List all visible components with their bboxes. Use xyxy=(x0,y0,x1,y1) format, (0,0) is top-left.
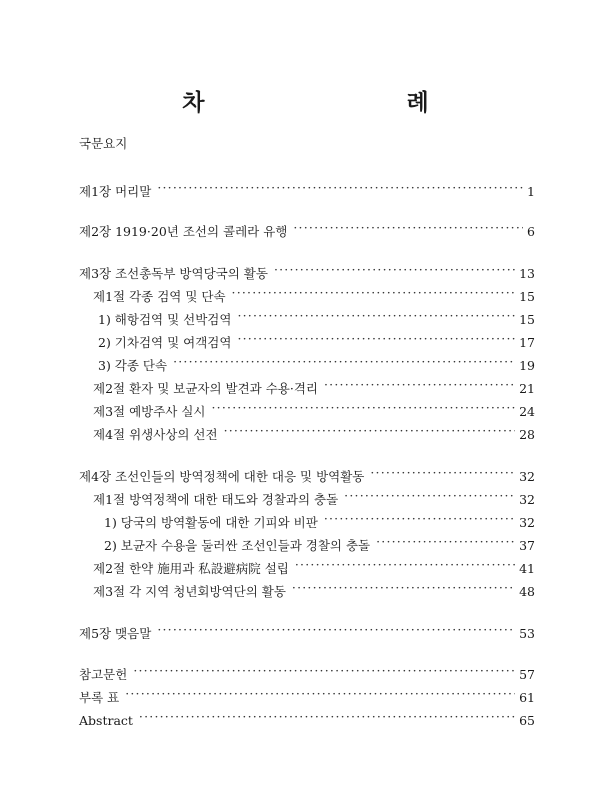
toc-page-number: 28 xyxy=(519,427,535,442)
toc-dot-leader xyxy=(274,262,515,278)
toc-dot-leader xyxy=(232,285,516,301)
toc-dot-leader xyxy=(224,423,516,439)
toc-dot-leader xyxy=(293,220,523,236)
toc-page-number: 53 xyxy=(519,626,535,641)
toc-entry-title: 제5장 맺음말 xyxy=(79,626,152,641)
toc-entry-ch2[interactable] xyxy=(79,220,535,240)
toc-page-number: 19 xyxy=(519,358,535,373)
toc-dot-leader xyxy=(324,511,515,527)
toc-page-number: 13 xyxy=(519,266,535,281)
toc-entry-title: 1) 해항검역 및 선박검역 xyxy=(98,312,232,327)
page-title: 차 례 xyxy=(182,89,431,116)
toc-page-number: 17 xyxy=(519,335,535,350)
toc-entry-title: 제3절 예방주사 실시 xyxy=(93,404,206,419)
toc-dot-leader xyxy=(370,465,515,481)
toc-page-number: 57 xyxy=(519,667,535,682)
toc-abstract-kr: 국문요지 xyxy=(79,136,128,151)
toc-entry-title: 2) 보균자 수용을 둘러싼 조선인들과 경찰의 충돌 xyxy=(104,538,371,553)
toc-entry-title: 제4장 조선인들의 방역정책에 대한 대응 및 방역활동 xyxy=(79,469,365,484)
toc-entry-ch3-sec1-2[interactable] xyxy=(98,331,535,351)
toc-entry-ch3-sec1-3[interactable] xyxy=(98,354,535,374)
toc-entry-ch3-sec1[interactable] xyxy=(93,285,535,305)
toc-entry-title: 제1절 방역정책에 대한 태도와 경찰과의 충돌 xyxy=(93,492,339,507)
toc-page-number: 37 xyxy=(519,538,535,553)
toc-page-number: 15 xyxy=(519,312,535,327)
toc-page-number: 15 xyxy=(519,289,535,304)
toc-entry-ch3-sec4[interactable] xyxy=(93,423,535,443)
toc-entry-title: 2) 기차검역 및 여객검역 xyxy=(98,335,232,350)
toc-entry-abstract[interactable] xyxy=(79,709,535,729)
toc-page-number: 32 xyxy=(519,515,535,530)
toc-dot-leader xyxy=(237,331,515,347)
toc-page-number: 24 xyxy=(519,404,535,419)
toc-entry-ch4-sec1[interactable] xyxy=(93,488,535,508)
toc-entry-title: 제2절 한약 施用과 私設避病院 설립 xyxy=(93,561,289,576)
toc-entry-title: 제4절 위생사상의 선전 xyxy=(93,427,218,442)
toc-dot-leader xyxy=(344,488,515,504)
toc-entry-references[interactable] xyxy=(79,663,535,683)
toc-page-number: 21 xyxy=(519,381,535,396)
toc-entry-ch4[interactable] xyxy=(79,465,535,485)
toc-dot-leader xyxy=(157,622,515,638)
toc-page-number: 48 xyxy=(519,584,535,599)
toc-entry-title: 제3절 각 지역 청년회방역단의 활동 xyxy=(93,584,286,599)
toc-page-number: 1 xyxy=(527,184,535,199)
toc-dot-leader xyxy=(292,580,515,596)
toc-entry-title: 제3장 조선총독부 방역당국의 활동 xyxy=(79,266,268,281)
toc-entry-ch3-sec3[interactable] xyxy=(93,400,535,420)
toc-dot-leader xyxy=(157,180,523,196)
toc-entry-appendix[interactable] xyxy=(79,686,535,706)
toc-dot-leader xyxy=(212,400,516,416)
toc-entry-title: 3) 각종 단속 xyxy=(98,358,168,373)
toc-page-number: 65 xyxy=(519,713,535,728)
toc-page-number: 6 xyxy=(527,224,535,239)
toc-entry-ch4-sec1-2[interactable] xyxy=(104,534,535,554)
toc-page-number: 32 xyxy=(519,492,535,507)
toc-dot-leader xyxy=(173,354,515,370)
toc-entry-title: Abstract xyxy=(79,713,133,728)
toc-entry-ch5[interactable] xyxy=(79,622,535,642)
toc-entry-title: 제2절 환자 및 보균자의 발견과 수용·격리 xyxy=(93,381,318,396)
toc-entry-ch4-sec1-1[interactable] xyxy=(104,511,535,531)
toc-entry-title: 제2장 1919·20년 조선의 콜레라 유행 xyxy=(79,224,288,239)
toc-dot-leader xyxy=(324,377,515,393)
toc-entry-title: 부록 표 xyxy=(79,690,120,705)
toc-entry-ch4-sec3[interactable] xyxy=(93,580,535,600)
toc-entry-title: 1) 당국의 방역활동에 대한 기피와 비판 xyxy=(104,515,318,530)
toc-entry-ch3-sec2[interactable] xyxy=(93,377,535,397)
toc-entry-title: 참고문헌 xyxy=(79,667,128,682)
toc-entry-title: 제1장 머리말 xyxy=(79,184,152,199)
toc-entry-title: 제1절 각종 검역 및 단속 xyxy=(93,289,226,304)
toc-dot-leader xyxy=(139,709,515,725)
toc-entry-ch1[interactable] xyxy=(79,180,535,200)
toc-dot-leader xyxy=(125,686,515,702)
toc-entry-ch4-sec2[interactable] xyxy=(93,557,535,577)
toc-dot-leader xyxy=(237,308,515,324)
toc-page-number: 32 xyxy=(519,469,535,484)
toc-dot-leader xyxy=(376,534,515,550)
toc-entry-ch3-sec1-1[interactable] xyxy=(98,308,535,328)
toc-dot-leader xyxy=(295,557,515,573)
toc-entry-ch3[interactable] xyxy=(79,262,535,282)
toc-page-number: 61 xyxy=(519,690,535,705)
toc-page-number: 41 xyxy=(519,561,535,576)
toc-dot-leader xyxy=(133,663,515,679)
